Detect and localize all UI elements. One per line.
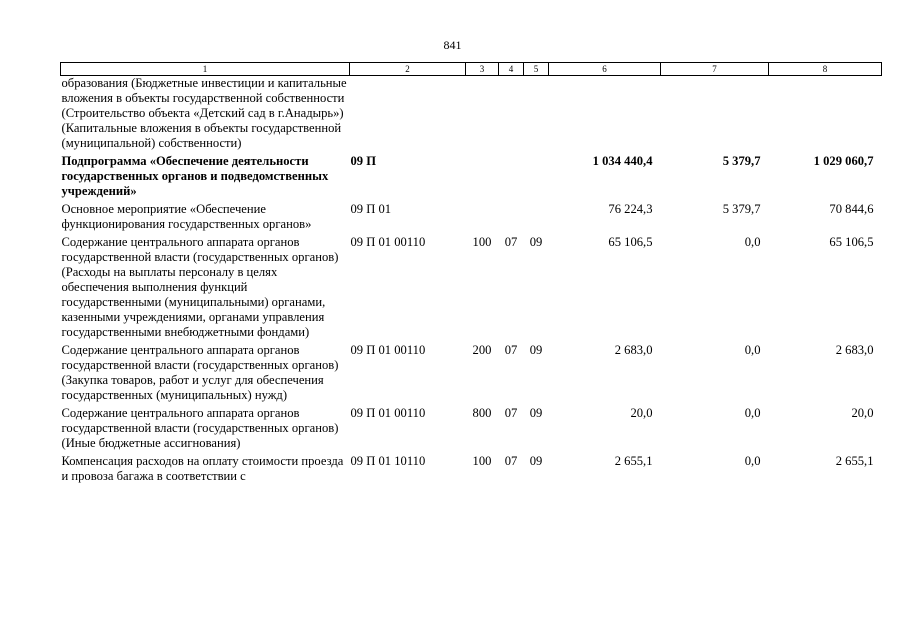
row-sum-total: 20,0 bbox=[630, 406, 653, 420]
row-sum-regional: 20,0 bbox=[851, 406, 874, 420]
row-sum-federal: 0,0 bbox=[744, 235, 761, 249]
table-row bbox=[61, 76, 882, 152]
row-vr: 100 bbox=[472, 454, 492, 468]
row-sum-federal: 0,0 bbox=[744, 343, 761, 357]
row-pr bbox=[524, 199, 549, 232]
row-sum-regional: 70 844,6 bbox=[829, 202, 874, 216]
row-sum-federal bbox=[661, 76, 769, 152]
row-code bbox=[350, 76, 466, 152]
row-sum-total: 65 106,5 bbox=[608, 235, 653, 249]
column-header: 3 bbox=[466, 63, 499, 76]
row-sum-regional: 2 683,0 bbox=[835, 343, 874, 357]
row-pr: 09 bbox=[529, 343, 543, 357]
row-sum-federal: 5 379,7 bbox=[722, 154, 761, 168]
column-header: 5 bbox=[524, 63, 549, 76]
page-number: 841 bbox=[443, 38, 462, 52]
column-header: 4 bbox=[499, 63, 524, 76]
row-rz: 07 bbox=[504, 343, 518, 357]
row-code: 09 П 01 00110 bbox=[350, 406, 426, 420]
row-code: 09 П 01 10110 bbox=[350, 454, 426, 468]
row-code: 09 П 01 bbox=[350, 202, 392, 216]
row-name: Основное мероприятие «Обеспечение функционирования государственных органов» bbox=[61, 202, 312, 231]
row-sum-total: 2 655,1 bbox=[614, 454, 653, 468]
row-name: Компенсация расходов на оплату стоимости проезда и провоза багажа в соответствии с bbox=[61, 454, 344, 483]
budget-table bbox=[60, 62, 882, 484]
column-header: 8 bbox=[769, 63, 882, 76]
column-header: 2 bbox=[350, 63, 466, 76]
row-rz: 07 bbox=[504, 406, 518, 420]
row-sum-regional: 65 106,5 bbox=[829, 235, 874, 249]
table-header-row bbox=[61, 63, 882, 76]
row-pr: 09 bbox=[529, 235, 543, 249]
table-row bbox=[61, 340, 882, 403]
row-pr: 09 bbox=[529, 406, 543, 420]
row-sum-total: 76 224,3 bbox=[608, 202, 653, 216]
row-name: Содержание центрального аппарата органов государственной власти (государственных органов) (Расходы на выплаты персоналу в целях обеспечения выполнения функций государственными (муниципальными) органами, казенными учреждениями, органами управления государственными внебюджетными фондами) bbox=[61, 235, 339, 339]
row-name: Подпрограмма «Обеспечение деятельности государственных органов и подведомственных учреждений» bbox=[61, 154, 329, 198]
row-rz: 07 bbox=[504, 454, 518, 468]
row-code: 09 П 01 00110 bbox=[350, 235, 426, 249]
row-sum-federal: 0,0 bbox=[744, 406, 761, 420]
row-vr: 200 bbox=[472, 343, 492, 357]
table-row bbox=[61, 199, 882, 232]
row-sum-total bbox=[549, 76, 661, 152]
row-name: Содержание центрального аппарата органов государственной власти (государственных органов) (Закупка товаров, работ и услуг для обеспечения государственных (муниципальных) нужд) bbox=[61, 343, 339, 402]
table-row bbox=[61, 232, 882, 340]
row-sum-total: 2 683,0 bbox=[614, 343, 653, 357]
row-rz bbox=[499, 151, 524, 199]
row-pr bbox=[524, 151, 549, 199]
row-name: Содержание центрального аппарата органов государственной власти (государственных органов) (Иные бюджетные ассигнования) bbox=[61, 406, 339, 450]
row-rz bbox=[499, 76, 524, 152]
table-row bbox=[61, 403, 882, 451]
table-row bbox=[61, 151, 882, 199]
row-sum-total: 1 034 440,4 bbox=[592, 154, 653, 168]
row-rz bbox=[499, 199, 524, 232]
row-vr: 800 bbox=[472, 406, 492, 420]
row-sum-federal: 0,0 bbox=[744, 454, 761, 468]
column-header: 1 bbox=[61, 63, 350, 76]
row-pr bbox=[524, 76, 549, 152]
row-sum-regional: 2 655,1 bbox=[835, 454, 874, 468]
row-vr bbox=[466, 76, 499, 152]
row-name: образования (Бюджетные инвестиции и капитальные вложения в объекты государственной собственности (Строительство объекта «Детский сад в г.Анадырь») (Капитальные вложения в объекты государственной (муниципальной) собственности) bbox=[61, 76, 347, 150]
table-row bbox=[61, 451, 882, 484]
row-vr bbox=[466, 199, 499, 232]
row-pr: 09 bbox=[529, 454, 543, 468]
row-vr bbox=[466, 151, 499, 199]
row-rz: 07 bbox=[504, 235, 518, 249]
row-sum-regional bbox=[769, 76, 882, 152]
column-header: 6 bbox=[549, 63, 661, 76]
row-code: 09 П 01 00110 bbox=[350, 343, 426, 357]
column-header: 7 bbox=[661, 63, 769, 76]
row-code: 09 П bbox=[350, 154, 377, 168]
row-vr: 100 bbox=[472, 235, 492, 249]
row-sum-regional: 1 029 060,7 bbox=[813, 154, 874, 168]
row-sum-federal: 5 379,7 bbox=[722, 202, 761, 216]
